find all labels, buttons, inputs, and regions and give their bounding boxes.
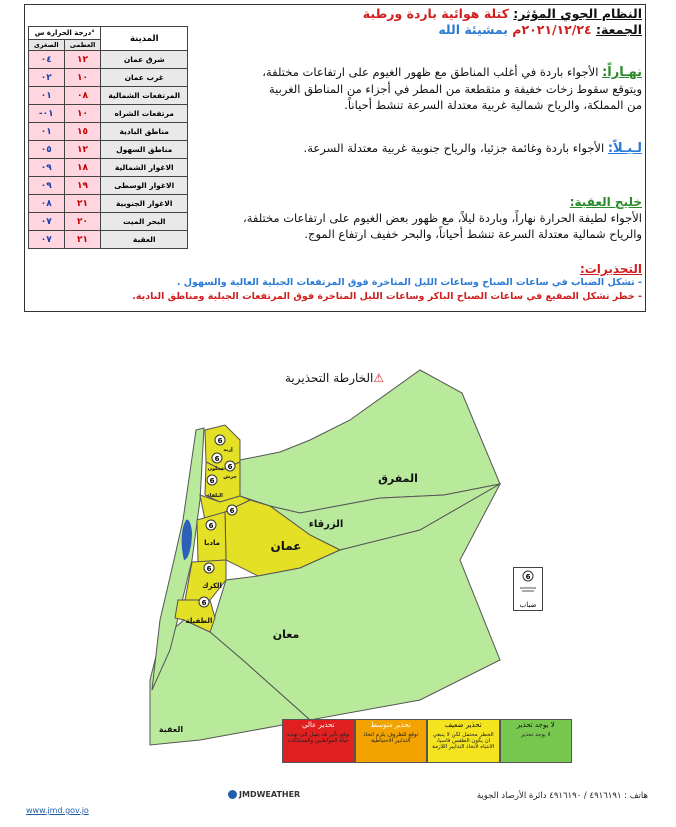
label-irbid: إربد	[223, 447, 233, 453]
temp-min: ٠٧	[29, 231, 65, 249]
system-label: النظام الجوي المؤثر:	[513, 6, 642, 21]
night-text: الأجواء باردة وغائمة جزئيا، والرياح جنوبية غربية معتدلة السرعة.	[303, 141, 605, 155]
temp-min: ٠١	[29, 123, 65, 141]
label-tafila: الطفيلة	[185, 617, 213, 625]
temp-min: ٠٩	[29, 159, 65, 177]
city-header: المدينة	[101, 27, 188, 51]
temp-city: مناطق السهول	[101, 141, 188, 159]
legend-column	[427, 719, 500, 763]
svg-text:6: 6	[206, 565, 212, 573]
temp-city: الاغوار الشمالية	[101, 159, 188, 177]
legend-body: الخطر محتمل لكن لا ينبغي ان يكون الطقس قاسيا، الانتباه لاتخاذ التدابير اللازمة	[428, 730, 499, 762]
legend-column	[355, 719, 428, 763]
temp-max: ١٠	[64, 105, 101, 123]
svg-text:6: 6	[208, 522, 214, 530]
svg-text:6: 6	[229, 507, 235, 515]
temp-max: ١٢	[64, 141, 101, 159]
label-zarqa: الزرقاء	[308, 519, 344, 530]
label-madaba: مادبا	[204, 539, 220, 547]
temp-max: ١٢	[64, 51, 101, 69]
map-title-text: الخارطة التحذيرية	[285, 371, 374, 385]
phone-line: هاتف : ٤٩١٦١٩١ / ٤٩١٦١٩٠ دائرة الأرصاد الجوية	[476, 791, 648, 801]
legend-column	[500, 719, 573, 763]
fog-icon	[514, 568, 542, 598]
legend-body: توقع للظروف يلزم اتخاذ التدابير الاحتياطية	[356, 730, 427, 762]
temp-city: مناطق البادية	[101, 123, 188, 141]
legend-column	[282, 719, 355, 763]
insha: بمشيئة الله	[438, 22, 508, 37]
region-madaba	[197, 512, 226, 562]
aqaba-label: خليج العقبة:	[569, 195, 642, 209]
temp-min: ٠٥	[29, 141, 65, 159]
temp-title: درجة الحرارة س°	[29, 27, 101, 40]
legend-body: لا يوجد تحذير	[501, 730, 572, 762]
aqaba-text: الأجواء لطيفة الحرارة نهاراً، وباردة ليلاً، مع ظهور بعض الغيوم على ارتفاعات مختلفة، والرياح شمالية معتدلة السرعة تنشط أحياناً، والبحر خفيف ارتفاع الموج.	[243, 211, 642, 241]
date-value: ٢٠٢١/١٢/٢٤م	[512, 22, 592, 37]
temp-city: الاغوار الجنوبية	[101, 195, 188, 213]
imd-brand	[228, 790, 300, 799]
temp-max: ٢٠	[64, 213, 101, 231]
legend-head: لا يوجد تحذير	[501, 720, 572, 730]
temp-min: ٠١	[29, 87, 65, 105]
site-link[interactable]: www.jmd.gov.jo	[26, 806, 89, 815]
svg-text:6: 6	[227, 463, 233, 471]
label-amman: عمان	[270, 539, 302, 553]
label-balqa: البلقاء	[207, 493, 223, 499]
warning-triangle-icon: ⚠	[373, 371, 385, 385]
warnings-title: التحذيرات:	[579, 262, 642, 276]
label-maan: معان	[272, 628, 300, 641]
temp-max: ١٨	[64, 159, 101, 177]
temp-city: البحر الميت	[101, 213, 188, 231]
fog-icon-number: 6	[525, 573, 531, 581]
temp-city: مرتفعات الشراه	[101, 105, 188, 123]
label-aqaba: العقبة	[158, 725, 184, 734]
svg-text:6: 6	[209, 477, 215, 485]
temp-max: ٢١	[64, 231, 101, 249]
temp-min: ٠٤	[29, 51, 65, 69]
fog-legend	[513, 567, 543, 611]
temp-city: غرب عمان	[101, 69, 188, 87]
warning-fog: - تشكل الضباب في ساعات الصباح وساعات الليل المتاخرة فوق المرتفعات الجبلية العالية والسهول .	[176, 277, 642, 288]
svg-text:6: 6	[217, 437, 223, 445]
temp-city: شرق عمان	[101, 51, 188, 69]
temp-min: ٠٨	[29, 195, 65, 213]
temp-max: ١٠	[64, 69, 101, 87]
warning-legend	[282, 719, 572, 763]
fog-label: ضباب	[519, 601, 537, 609]
system-value: كتلة هوائية باردة ورطبة	[362, 6, 509, 21]
legend-head: تحذير عالي	[283, 720, 354, 730]
legend-body: نوقع تأثير قد يصل الى تهديد حياة المواطنين والممتلكات	[283, 730, 354, 762]
day-text: الأجواء باردة في أغلب المناطق مع ظهور الغيوم على ارتفاعات مختلفة، ويتوقع سقوط زخات خفيفة و متقطعة من المطر في أجزاء من المناطق الغربية من المملكة، والرياح شمالية غربية معتدلة السرعة تنشط أحياناً.	[262, 65, 642, 112]
temp-max: ١٩	[64, 177, 101, 195]
max-header: العظمى	[64, 40, 101, 51]
label-karak: الكرك	[202, 582, 222, 590]
brand-text: JMDWEATHER	[239, 790, 301, 799]
svg-text:6: 6	[214, 455, 220, 463]
svg-text:6: 6	[201, 599, 207, 607]
temp-min: ٠٢	[29, 69, 65, 87]
day-label-text: نهـاراً:	[602, 65, 642, 80]
temp-max: ٠٨	[64, 87, 101, 105]
label-mafraq: المفرق	[378, 472, 418, 485]
temp-min: -٠١	[29, 105, 65, 123]
label-ajloun: عجلون	[207, 466, 225, 472]
imd-logo-icon	[228, 790, 237, 799]
night-label-text: لـيـلاً:	[607, 141, 642, 156]
temp-city: الاغوار الوسطى	[101, 177, 188, 195]
warning-frost: - خطر تشكل الصقيع في ساعات الصباح الباكر وساعات الليل المتاخرة فوق المرتفعات الجبلية ومناطق البادية.	[132, 291, 642, 302]
legend-head: تحذير ضعيف	[428, 720, 499, 730]
min-header: الصغرى	[29, 40, 65, 51]
legend-head: تحذير متوسط	[356, 720, 427, 730]
label-jerash: جرش	[223, 474, 237, 480]
temp-max: ١٥	[64, 123, 101, 141]
temp-city: العقبة	[101, 231, 188, 249]
temp-max: ٢١	[64, 195, 101, 213]
temp-min: ٠٩	[29, 177, 65, 195]
day-label: الجمعة:	[595, 22, 642, 37]
temp-min: ٠٧	[29, 213, 65, 231]
temp-city: المرتفعات الشمالية	[101, 87, 188, 105]
